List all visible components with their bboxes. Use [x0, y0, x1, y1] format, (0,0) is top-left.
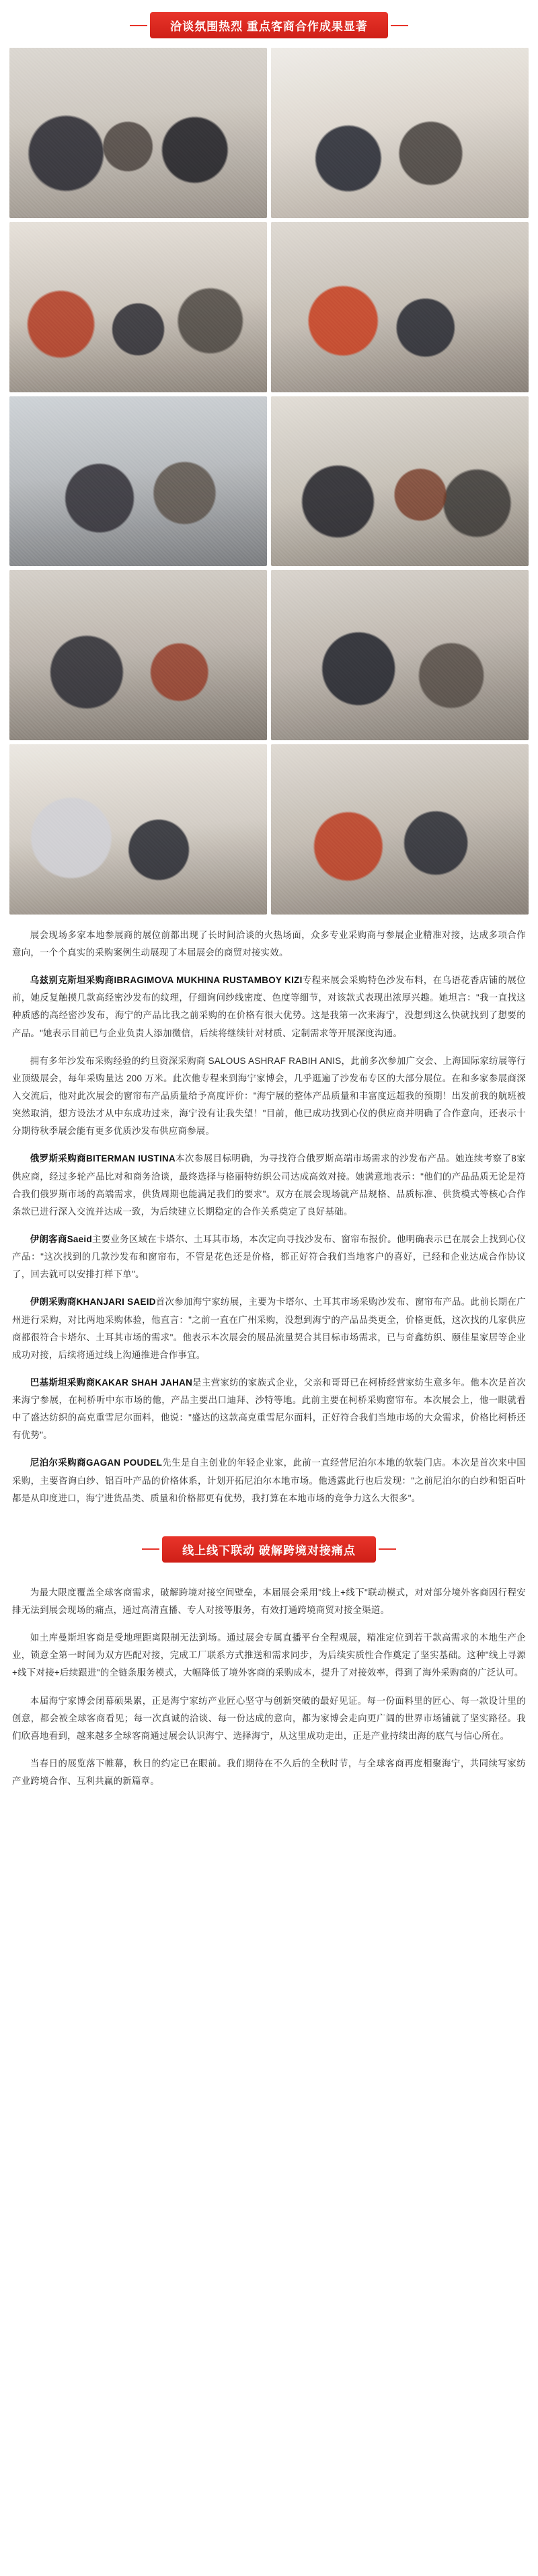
paragraph: [12, 1629, 526, 1682]
photo-booth-conversation-1: [9, 48, 267, 218]
photo-grain-overlay: [271, 222, 529, 392]
section-banner-wrap-1: [0, 0, 538, 48]
paragraph-text: 如土库曼斯坦客商是受地理距离限制无法到场。通过展会专属直播平台全程观展，精准定位到若干款高需求的本地生产企业，锁意全第一时间为双方匹配对接，完成工厂联系方式推送和需求同步，为后续实质性合作奠定了坚实基础。这种"线上寻源+线下对接+后续跟进"的全链条服务模式，大幅降低了境外客商的采购成本，提升了对接效率，得到了海外采购商的广泛认可。: [12, 1633, 526, 1678]
paragraph: [12, 1755, 526, 1790]
buyer-name: 尼泊尔采购商GAGAN POUDEL: [30, 1458, 163, 1468]
paragraph: [12, 1293, 526, 1364]
photo-grain-overlay: [9, 744, 267, 915]
paragraph-text: 拥有多年沙发布采购经验的约旦资深采购商 SALOUS ASHRAF RABIH ANIS，此前多次参加广交会、上海国际家纺展等行业顶级展会，每年采购量达 200 万米。此次他专程来到海宁家博会，几乎逛遍了沙发布专区的大部分展位。在和多家参展商深入交流后，他对此次展会的窗帘布产品质量给予高度评价："海宁展的整体产品质量和丰富度远超我的预期！出发前我的航班被突然取消，想方设法才从中东成功过来，海宁没有让我失望！"目前，他已成功找到心仪的供应商并明确了合作意向，还表示十分期待秋季展会能有更多优质沙发布供应商参展。: [12, 1055, 526, 1137]
paragraph: [12, 1150, 526, 1221]
paragraph: [12, 1584, 526, 1619]
photo-grain-overlay: [9, 570, 267, 740]
photo-fabric-inspection-1: [9, 222, 267, 392]
photo-buyer-meeting-1: [271, 222, 529, 392]
buyer-name: 巴基斯坦采购商KAKAR SHAH JAHAN: [30, 1377, 193, 1388]
photo-grain-overlay: [271, 744, 529, 915]
paragraph: [12, 927, 526, 962]
section-banner-1: 洽谈氛围热烈 重点客商合作成果显著: [150, 12, 388, 38]
section-banner-wrap-2: [0, 1524, 538, 1572]
paragraph: [12, 1052, 526, 1141]
section-spacer: [0, 1517, 538, 1524]
photo-grain-overlay: [271, 570, 529, 740]
buyer-name: 俄罗斯采购商BITERMAN IUSTINA: [30, 1153, 176, 1164]
photo-negotiation-table-2: [271, 570, 529, 740]
paragraph-text: 本届海宁家博会闭幕硕果累，正是海宁家纺产业匠心坚守与创新突破的最好见证。每一份面料里的匠心、每一款设计里的创意，都会被全球客商看见；每一次真诚的洽谈、每一份达成的意向，都为家博会走向更广阔的世界市场铺就了坚实路径。我们欣喜地看到，越来越多全球客商通过展会认识海宁、选择海宁，从这里成功走出，正是产业持续出海的底气与信心所在。: [12, 1695, 526, 1741]
photo-grain-overlay: [271, 48, 529, 218]
section-body-1: [0, 915, 538, 1507]
paragraph: [12, 1692, 526, 1745]
photo-grain-overlay: [9, 48, 267, 218]
photo-grid: [0, 48, 538, 915]
section-body-2: [0, 1572, 538, 1790]
photo-booth-conversation-2: [271, 48, 529, 218]
paragraph-text: 当春日的展览落下帷幕，秋日的约定已在眼前。我们期待在不久后的全秋时节，与全球客商再度相聚海宁，共同续写家纺产业跨境合作、互利共赢的新篇章。: [12, 1758, 526, 1787]
photo-exhibition-aisle-1: [9, 396, 267, 567]
paragraph-text: 专程来展会采购特色沙发布料，在乌语花香店铺的展位前，她反复触摸几款高经密沙发布的纹理，仔细询问纱线密度、色度等细节，对该款式表现出浓厚兴趣。她坦言："我一直找这种质感的高经密沙发布，海宁的产品比我之前采购的在价格有很大优势。这是我第一次来海宁，没想到这么快就找到了想要的产品。"她表示目前已与企业负责人添加微信，后续将继续针对材质、定制需求等开展深度沟通。: [12, 975, 526, 1038]
paragraph-text: 本次参展目标明确，为寻找符合俄罗斯高端市场需求的沙发布产品。她连续考察了8家供应商，经过多轮产品比对和商务洽谈，最终选择与格丽特纺织公司达成高效对接。她满意地表示："他们的产品品质无论是符合我们俄罗斯市场的高端需求，供货周期也能满足我们的要求"。双方在展会现场就产品规格、品质标准、供货模式等核心合作条款已进行深入交流并达成一致，为后续建立长期稳定的合作关系奠定了良好基础。: [12, 1153, 526, 1217]
paragraph: [12, 1374, 526, 1445]
photo-grain-overlay: [9, 396, 267, 567]
paragraph-text: 首次参加海宁家纺展，主要为卡塔尔、土耳其市场采购沙发布、窗帘布产品。此前长期在广州进行采购，对比两地采购体验，他直言："之前一直在广州采购，没想到海宁的产品品类更全，价格更低，这次找的几家供应商都很符合卡塔尔、土耳其市场的需求"。他表示本次展会的展品流量契合其目标市场需求，已与奇鑫纺织、颐佳星家居等企业成功对接，后续将通过线上沟通推进合作事宜。: [12, 1297, 526, 1360]
photo-grain-overlay: [271, 396, 529, 567]
photo-negotiation-table-1: [9, 570, 267, 740]
paragraph-text: 先生是自主创业的年轻企业家，此前一直经营尼泊尔本地的软装门店。本次是首次来中国采购，主要咨询白纱、铝百叶产品的价格体系，计划开拓尼泊尔本地市场。他透露此行也后发现："之前尼泊尔的白纱和铝百叶都是从印度进口，海宁进货品类、质量和价格都更有优势，我打算在本地市场的竞争力这么大很多"。: [12, 1458, 527, 1503]
photo-grain-overlay: [9, 222, 267, 392]
paragraph: [12, 1231, 526, 1283]
paragraph-text: 是主营家纺的家族式企业，父亲和哥哥已在柯桥经营家纺生意多年。他本次是首次来海宁参展，在柯桥听中东市场的他，产品主要出口迪拜、沙特等地。此前主要在柯桥采购窗帘布。本次展会上，他一眼就看中了盛达纺织的高克重雪尼尔面料，他说："盛达的这款高克重雪尼尔面料，正好符合我们当地市场的大众需求，价格比柯桥还有优势"。: [12, 1377, 526, 1441]
photo-signing-desk-2: [271, 744, 529, 915]
paragraph: [12, 1454, 526, 1507]
photo-signing-desk-1: [9, 744, 267, 915]
section-banner-2: 线上线下联动 破解跨境对接痛点: [162, 1536, 376, 1563]
paragraph-text: 主要业务区域在卡塔尔、土耳其市场，本次定向寻找沙发布、窗帘布报价。他明确表示已在展会上找到心仪产品："这次找到的几款沙发布和窗帘布，不管是花色还是价格，都正好符合我们当地客户的喜好，已经和企业达成合作协议了，回去就可以安排打样下单"。: [12, 1233, 526, 1280]
buyer-name: 伊朗客商Saeid: [30, 1233, 92, 1244]
paragraph: [12, 972, 526, 1042]
buyer-name: 伊朗采购商KHANJARI SAEID: [30, 1297, 156, 1308]
buyer-name: 乌兹别克斯坦采购商IBRAGIMOVA MUKHINA RUSTAMBOY KIZI: [30, 975, 303, 986]
paragraph-text: 展会现场多家本地参展商的展位前都出现了长时间洽谈的火热场面，众多专业采购商与参展企业精准对接，达成多项合作意向，一个个真实的采购案例生动展现了本届展会的商贸对接实效。: [12, 929, 526, 958]
photo-buyer-meeting-2: [271, 396, 529, 567]
paragraph-text: 为最大限度覆盖全球客商需求，破解跨境对接空间壁垒，本届展会采用"线上+线下"联动模式，对对部分境外客商因行程安排无法到展会现场的痛点，通过高清直播、专人对接等服务，有效打通跨境商贸对接全渠道。: [12, 1587, 526, 1616]
